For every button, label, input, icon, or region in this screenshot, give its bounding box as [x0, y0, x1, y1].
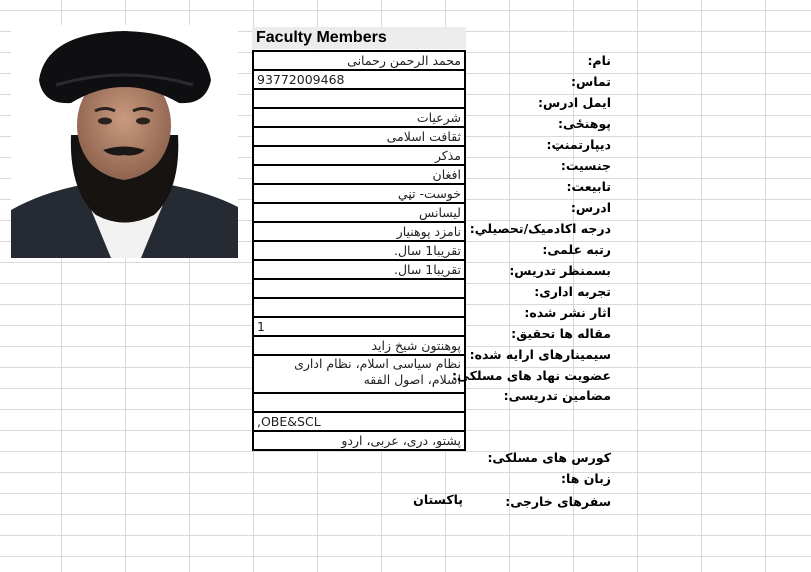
field-label: ادرس:	[570, 200, 611, 215]
field-value-cell[interactable]: شرعیات	[253, 108, 465, 127]
field-label: عضویت نهاد های مسلکی:	[451, 368, 611, 383]
table-row	[253, 431, 465, 450]
field-label: ایمل ادرس:	[537, 95, 611, 110]
field-value-cell[interactable]: 93772009468	[253, 70, 465, 89]
foreign-travel-label: سفرهای خارجی:	[505, 494, 611, 509]
faculty-photo	[11, 25, 238, 258]
field-label: پوهنځی:	[558, 116, 611, 131]
table-row	[253, 165, 465, 184]
table-row	[253, 317, 465, 336]
field-value-cell[interactable]: پشتو، دری، عربی، اردو	[253, 431, 465, 450]
field-value-cell[interactable]: لیسانس	[253, 203, 465, 222]
table-row	[253, 336, 465, 355]
table-row	[253, 70, 465, 89]
field-value-cell[interactable]: ثقافت اسلامی	[253, 127, 465, 146]
table-row	[253, 146, 465, 165]
field-label: بسمنظر تدریس:	[509, 263, 611, 278]
table-row	[253, 241, 465, 260]
foreign-travel-value[interactable]: پاکستان	[413, 492, 463, 507]
field-value-cell[interactable]	[253, 279, 465, 298]
field-label: سیمینارهای ارایه شده:	[469, 347, 611, 362]
table-row	[253, 393, 465, 412]
table-row	[253, 51, 465, 70]
field-value-cell[interactable]: 1	[253, 317, 465, 336]
field-label: کورس های مسلکی:	[487, 450, 611, 465]
field-label: نام:	[587, 53, 611, 68]
field-label: اثار نشر شده:	[524, 305, 611, 320]
table-row	[253, 222, 465, 241]
table-row	[253, 412, 465, 431]
table-row	[253, 184, 465, 203]
table-row	[253, 89, 465, 108]
table-row	[253, 127, 465, 146]
table-row	[253, 298, 465, 317]
field-value-cell[interactable]	[253, 393, 465, 412]
field-label: تجربه اداری:	[534, 284, 611, 299]
field-value-cell[interactable]: مذکر	[253, 146, 465, 165]
field-label: تماس:	[570, 74, 611, 89]
field-label: رتبه علمی:	[542, 242, 611, 257]
field-value-cell[interactable]: نامزد پوهنیار	[253, 222, 465, 241]
field-label: مقاله ها تحقیق:	[511, 326, 611, 341]
field-label: زبان ها:	[561, 471, 611, 486]
field-value-cell[interactable]: خوست- تڼي	[253, 184, 465, 203]
field-value-cell[interactable]: ,OBE&SCL	[253, 412, 465, 431]
field-value-cell[interactable]: افغان	[253, 165, 465, 184]
table-row	[253, 203, 465, 222]
field-label: دیپارتمنټ:	[546, 137, 611, 152]
field-label: درجه اکادمیک/تحصیلي:	[469, 221, 611, 236]
field-value-cell[interactable]: تقریبا1 سال.	[253, 260, 465, 279]
field-value-cell[interactable]: نظام سیاسی اسلام، نظام اداری اسلام، اصول الفقه	[253, 355, 465, 393]
field-value-cell[interactable]: پوهنتون شیخ زاید	[253, 336, 465, 355]
field-value-cell[interactable]	[253, 89, 465, 108]
table-row	[253, 355, 465, 393]
field-value-cell[interactable]: تقریبا1 سال.	[253, 241, 465, 260]
portrait-photo-icon	[11, 25, 238, 258]
field-value-cell[interactable]	[253, 298, 465, 317]
table-row	[253, 279, 465, 298]
table-row	[253, 108, 465, 127]
field-value-cell[interactable]: محمد الرحمن رحمانی	[253, 51, 465, 70]
field-label: جنسیت:	[560, 158, 611, 173]
faculty-values-table	[252, 50, 466, 451]
table-row	[253, 260, 465, 279]
field-label: تابیعت:	[566, 179, 611, 194]
field-label: مضامین تدریسی:	[503, 388, 611, 403]
sheet-title[interactable]: Faculty Members	[252, 27, 466, 49]
